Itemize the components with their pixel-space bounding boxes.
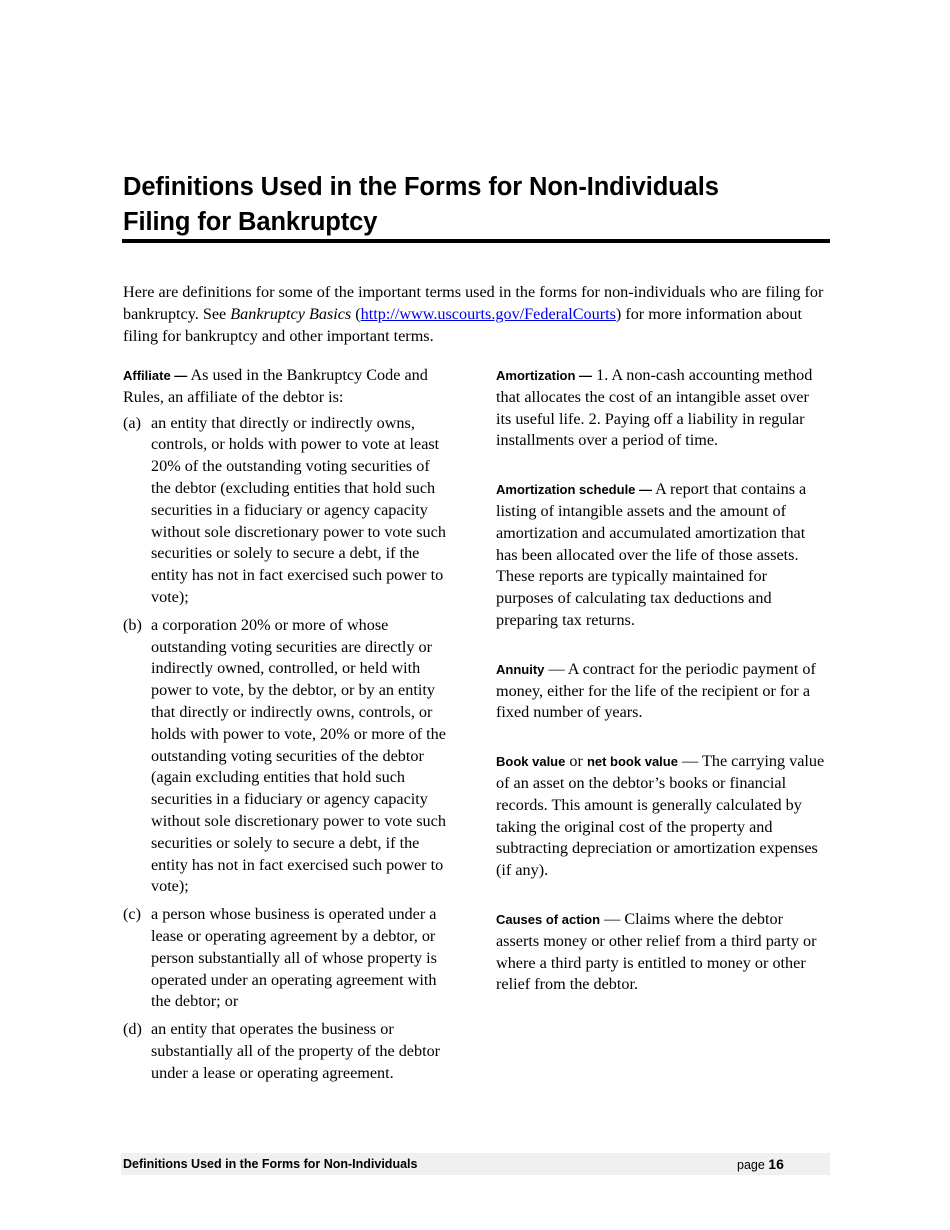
list-item-text: a corporation 20% or more of whose outstanding voting securities are directly or indirectly owned, controlled, or held with power to vote, by the debtor, or by an entity that directly or indirectly owns, controls, or holds with power to vote, 20% or more of the outstanding voting securities of the debtor (again excluding entities that hold such securities in a fiduciary or agency capacity without sole discretionary power to vote such securities or solely to secure a debt, if the entity has not in fact exercised such power to vote);	[151, 615, 446, 896]
term-annuity: Annuity	[496, 661, 545, 677]
amortization-text: 1. A non-cash accounting method that allocates the cost of an intangible asset over its useful life. 2. Paying off a liability in regular installments over a period of time.	[496, 366, 813, 450]
book-value-text: — The carrying value of an asset on the debtor’s books or financial records. This amount is generally calculated by taking the original cost of the property and subtracting depreciation or amortization expenses (if any).	[496, 752, 825, 880]
page-title	[123, 170, 823, 240]
definition-amortization-schedule	[496, 479, 826, 632]
term-affiliate: Affiliate —	[123, 368, 188, 383]
definition-book-value	[496, 751, 826, 882]
list-item-text: an entity that directly or indirectly owns, controls, or holds with power to vote at least 20% of the outstanding voting securities of the debtor (excluding entities that hold such securities in a fiduciary or agency capacity without sole discretionary power to vote such securities or solely to secure a debt, if the entity has not in fact exercised such power to vote);	[151, 413, 446, 606]
list-item	[123, 904, 453, 1013]
amortization-schedule-text: A report that contains a listing of intangible assets and the amount of amortization and accumulated amortization that has been allocated over the life of those assets. These reports are typically maintained for purposes of calculating tax deductions and preparing tax returns.	[496, 480, 807, 629]
footer-page-label: page	[737, 1158, 769, 1172]
list-marker: (b)	[123, 615, 142, 634]
page-title-line-1: Definitions Used in the Forms for Non-Individuals	[123, 173, 719, 201]
affiliate-text: As used in the Bankruptcy Code and Rules, an affiliate of the debtor is:	[123, 366, 428, 406]
term-amortization-schedule: Amortization schedule —	[496, 482, 653, 498]
list-item-text: a person whose business is operated under a lease or operating agreement by a debtor, or person substantially all of whose property is operated under an operating agreement with the debtor; or	[151, 905, 437, 1011]
book-value-or: or	[565, 752, 587, 771]
term-amortization: Amortization —	[496, 368, 593, 383]
uscourts-link[interactable]: http://www.uscourts.gov/FederalCourts	[360, 304, 616, 323]
intro-text-before: Here are definitions for some of the important terms used in the forms for non-individuals who are filing for bankruptcy. See	[123, 283, 824, 323]
intro-italic-title: Bankruptcy Basics	[230, 304, 352, 323]
term-causes-of-action: Causes of action	[496, 911, 601, 927]
annuity-text: — A contract for the periodic payment of money, either for the life of the recipient or for a fixed number of years.	[496, 659, 816, 722]
list-item	[123, 615, 453, 898]
right-column	[496, 365, 826, 1023]
definition-annuity	[496, 659, 826, 724]
left-column	[123, 365, 453, 1091]
definition-causes-of-action	[496, 909, 826, 996]
intro-paragraph	[123, 282, 833, 347]
title-rule	[122, 239, 830, 243]
causes-of-action-text: — Claims where the debtor asserts money or other relief from a third party or where a third party is entitled to money or other relief from the debtor.	[496, 909, 817, 994]
list-marker: (a)	[123, 413, 141, 432]
intro-text-after: ) for more information about filing for bankruptcy and other important terms.	[123, 304, 802, 345]
footer-page-number: 16	[768, 1156, 784, 1172]
list-marker: (d)	[123, 1020, 142, 1039]
page-title-line-2: Filing for Bankruptcy	[123, 208, 378, 236]
list-item	[123, 413, 453, 609]
page-footer	[121, 1153, 830, 1175]
intro-paren-open: (	[351, 304, 361, 323]
definition-amortization	[496, 365, 826, 452]
affiliate-list	[123, 413, 453, 1085]
definition-affiliate	[123, 365, 453, 409]
list-item-text: an entity that operates the business or substantially all of the property of the debtor under a lease or operating agreement.	[151, 1020, 441, 1082]
term-book-value: Book value	[496, 754, 566, 770]
footer-title: Definitions Used in the Forms for Non-Individuals	[123, 1157, 418, 1171]
term-net-book-value: net book value	[586, 754, 678, 770]
footer-page	[737, 1156, 784, 1172]
list-item	[123, 1019, 453, 1084]
list-marker: (c)	[123, 905, 141, 924]
